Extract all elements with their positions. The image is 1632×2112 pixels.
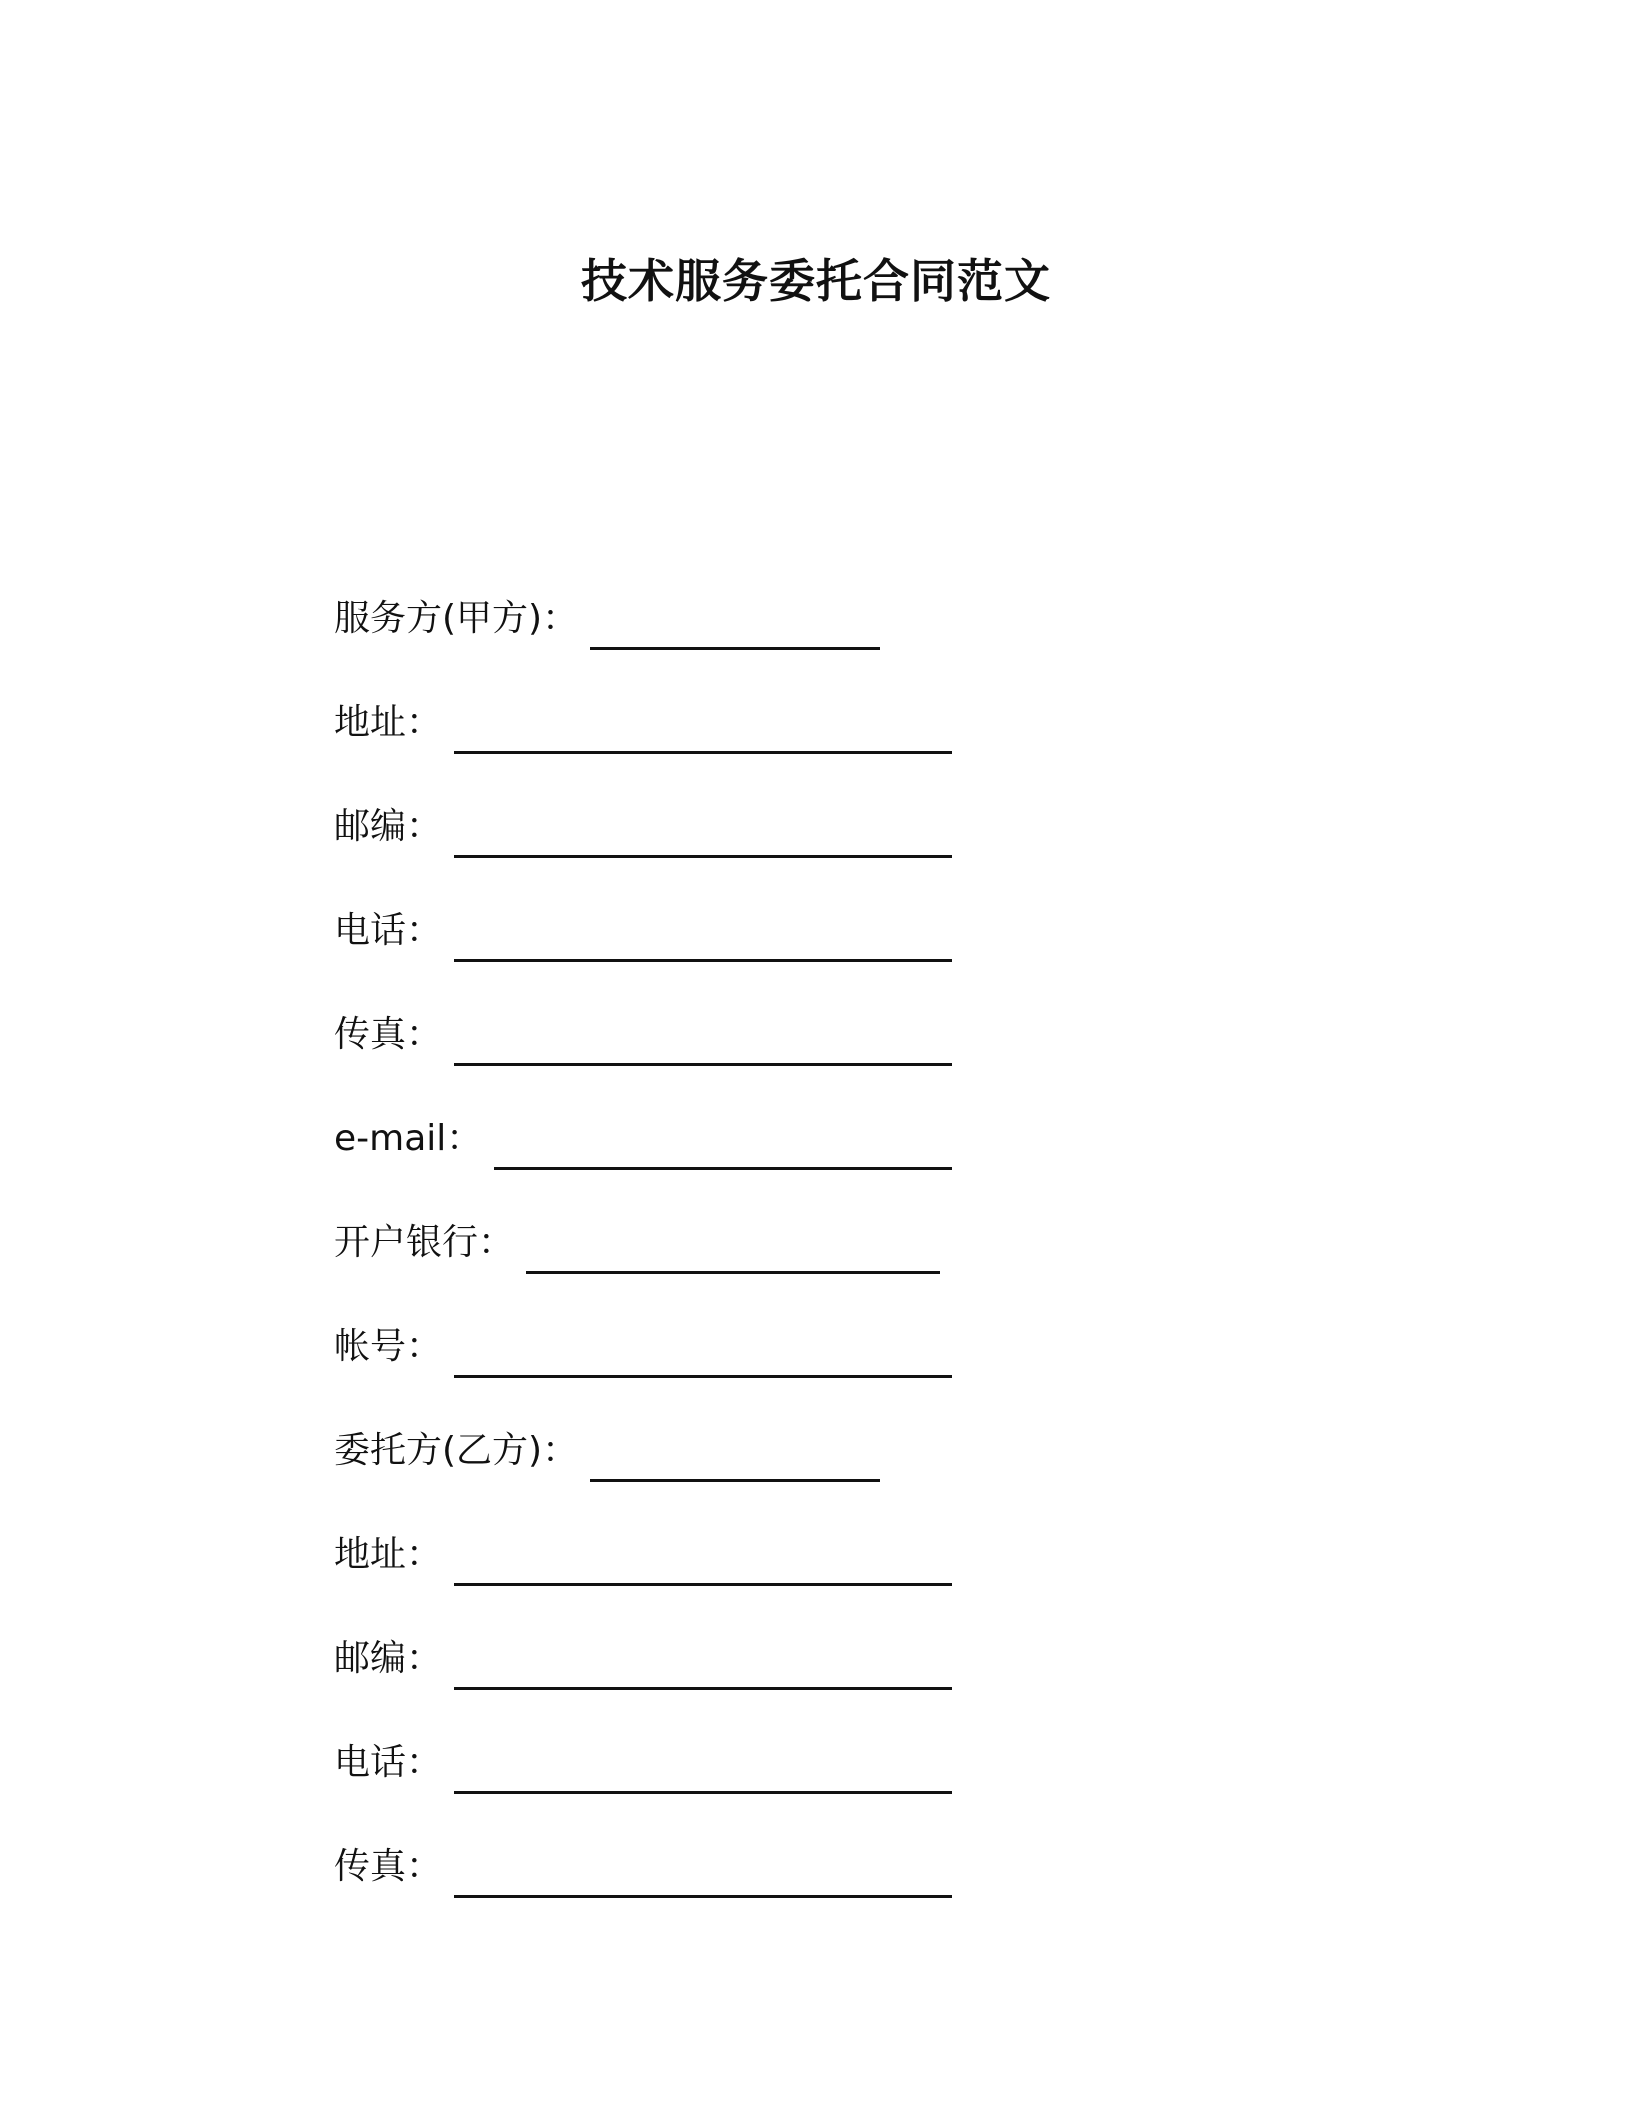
field-label: 邮编 xyxy=(334,806,407,847)
field-colon: ： xyxy=(446,1118,483,1159)
fill-in-blank[interactable] xyxy=(494,1115,952,1170)
field-colon: ： xyxy=(406,1742,443,1783)
field-colon: ： xyxy=(406,1846,443,1887)
field-row-service-bank xyxy=(334,1219,1334,1323)
field-label: 传真 xyxy=(334,1014,407,1055)
field-label: 开户银行 xyxy=(334,1222,479,1263)
fill-in-blank[interactable] xyxy=(454,1323,952,1378)
field-colon: ： xyxy=(542,1430,579,1471)
fill-in-blank[interactable] xyxy=(454,1843,952,1898)
field-colon: ： xyxy=(406,1014,443,1055)
field-row-client-phone xyxy=(334,1739,1334,1843)
fill-in-blank[interactable] xyxy=(526,1219,940,1274)
field-row-service-email xyxy=(334,1115,1334,1219)
fill-in-blank[interactable] xyxy=(454,803,952,858)
field-label: 邮编 xyxy=(334,1638,407,1679)
field-label: 服务方(甲方) xyxy=(334,598,543,639)
field-colon: ： xyxy=(406,1534,443,1575)
field-label: e-mail xyxy=(334,1118,447,1159)
field-label: 地址 xyxy=(334,702,407,743)
field-colon: ： xyxy=(406,702,443,743)
field-colon: ： xyxy=(478,1222,515,1263)
field-colon: ： xyxy=(406,910,443,951)
party-info-fields xyxy=(334,595,1334,1947)
field-row-client-postcode xyxy=(334,1635,1334,1739)
field-row-client-party xyxy=(334,1427,1334,1531)
field-row-service-postcode xyxy=(334,803,1334,907)
fill-in-blank[interactable] xyxy=(454,1011,952,1066)
field-colon: ： xyxy=(406,806,443,847)
field-label: 电话 xyxy=(334,910,407,951)
field-label: 电话 xyxy=(334,1742,407,1783)
field-row-service-party xyxy=(334,595,1334,699)
fill-in-blank[interactable] xyxy=(590,595,880,650)
fill-in-blank[interactable] xyxy=(454,1531,952,1586)
field-colon: ： xyxy=(542,598,579,639)
field-row-service-address xyxy=(334,699,1334,803)
field-label: 帐号 xyxy=(334,1326,407,1367)
fill-in-blank[interactable] xyxy=(454,1739,952,1794)
fill-in-blank[interactable] xyxy=(454,699,952,754)
field-row-service-fax xyxy=(334,1011,1334,1115)
field-row-client-address xyxy=(334,1531,1334,1635)
fill-in-blank[interactable] xyxy=(454,907,952,962)
field-label: 传真 xyxy=(334,1846,407,1887)
field-label: 委托方(乙方) xyxy=(334,1430,543,1471)
fill-in-blank[interactable] xyxy=(590,1427,880,1482)
field-label: 地址 xyxy=(334,1534,407,1575)
field-row-client-fax xyxy=(334,1843,1334,1947)
document-title: 技术服务委托合同范文 xyxy=(581,253,1051,308)
field-row-service-account xyxy=(334,1323,1334,1427)
field-row-service-phone xyxy=(334,907,1334,1011)
field-colon: ： xyxy=(406,1638,443,1679)
field-colon: ： xyxy=(406,1326,443,1367)
fill-in-blank[interactable] xyxy=(454,1635,952,1690)
